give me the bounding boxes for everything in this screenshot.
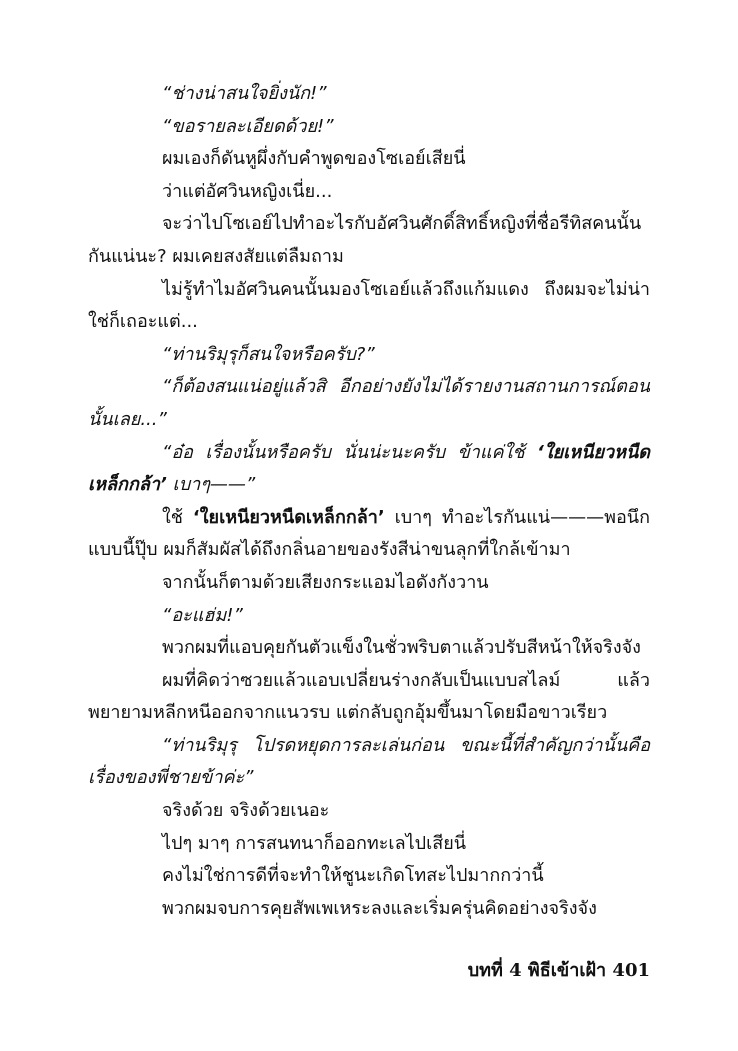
body-text	[88, 78, 650, 925]
dialogue-line: “ก็ต้องสนแน่อยู่แล้วสิ อีกอย่างยังไม่ได้รายงานสถานการณ์ตอนนั้นเลย...”	[88, 376, 650, 430]
narration-text: เบาๆ ทำอะไรกันแน่———พอนึกแบบนี้ปุ๊บ ผมก็สัมผัสได้ถึงกลิ่นอายของรังสีน่าขนลุกที่ใกล้เข้ามา	[88, 506, 650, 561]
narration-paragraph: ไม่รู้ทำไมอัศวินคนนั้นมองโซเอย์แล้วถึงแก้มแดง ถึงผมจะไม่น่าใช่ก็เถอะแต่...	[88, 278, 650, 333]
narration-paragraph: ผมที่คิดว่าซวยแล้วแอบเปลี่ยนร่างกลับเป็นแบบสไลม์ แล้วพยายามหลีกหนีออกจากแนวรบ แต่กลับถูกอุ้มขึ้นมาโดยมือขาวเรียว	[88, 669, 650, 724]
page-footer	[468, 958, 650, 984]
dialogue-line: “ช่างน่าสนใจยิ่งนัก!”	[162, 83, 327, 104]
dialogue-text: “อ๋อ เรื่องนั้นหรือครับ นั่นน่ะนะครับ ข้าแค่ใช้	[162, 441, 537, 463]
narration-paragraph	[88, 502, 650, 567]
narration-paragraph: ผมเองก็ดันหูผึ่งกับคำพูดของโซเอย์เสียนี่	[162, 148, 466, 170]
narration-paragraph: พวกผมจบการคุยสัพเพเหระลงและเริ่มครุ่นคิดอย่างจริงจัง	[162, 897, 597, 919]
narration-paragraph: คงไม่ใช่การดีที่จะทำให้ชูนะเกิดโทสะไปมากกว่านี้	[162, 865, 544, 887]
dialogue-line: “อะแฮ่ม!”	[162, 604, 243, 626]
dialogue-line: “ท่านริมุรุ โปรดหยุดการละเล่นก่อน ขณะนี้ที่สำคัญกว่านั้นคือเรื่องของพี่ชายข้าค่ะ”	[88, 734, 650, 789]
dialogue-line	[88, 437, 650, 502]
chapter-page-label: บทที่ 4 พิธีเข้าเฝ้า 401	[467, 960, 650, 981]
narration-text: ใช้	[162, 506, 193, 528]
narration-paragraph: จากนั้นก็ตามด้วยเสียงกระแอมไอดังกังวาน	[162, 571, 489, 593]
skill-name: ‘ใยเหนียวหนืดเหล็กกล้า’	[192, 506, 385, 528]
narration-paragraph: จะว่าไปโซเอย์ไปทำอะไรกับอัศวินศักดิ์สิทธิ์หญิงที่ชื่อรีทิสคนนั้นกันแน่นะ? ผมเคยสงสัยแต่ลืมถาม	[88, 213, 642, 267]
narration-paragraph: ไปๆ มาๆ การสนทนาก็ออกทะเลไปเสียนี่	[162, 832, 467, 854]
dialogue-line: “ขอรายละเอียดด้วย!”	[162, 115, 334, 137]
dialogue-line: “ท่านริมุรุก็สนใจหรือครับ?”	[162, 343, 375, 365]
skill-name: ‘ใยเหนียวหนืดเหล็กกล้า’	[88, 441, 650, 496]
narration-paragraph: จริงด้วย จริงด้วยเนอะ	[162, 800, 330, 822]
narration-paragraph: พวกผมที่แอบคุยกันตัวแข็งในชั่วพริบตาแล้วปรับสีหน้าให้จริงจัง	[162, 637, 641, 659]
dialogue-text: เบาๆ——”	[166, 474, 256, 496]
narration-paragraph: ว่าแต่อัศวินหญิงเนี่ย...	[162, 180, 333, 202]
